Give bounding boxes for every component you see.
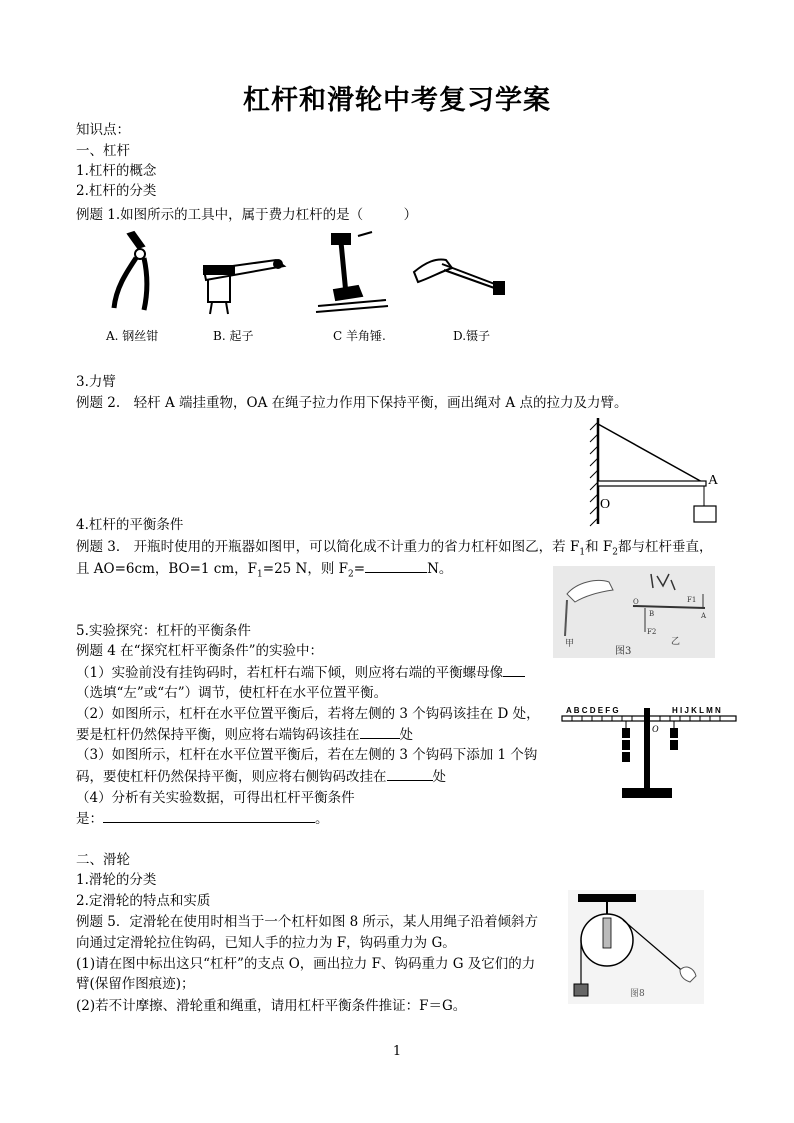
- bottle-opener-figure: [553, 566, 715, 658]
- opener-label-f2: F2: [647, 628, 657, 636]
- tool-c-label: C 羊角锤.: [333, 329, 386, 343]
- experiment-heading: 5.实验探究：杠杆的平衡条件: [76, 623, 251, 639]
- example-4-q2-line-1: （2）如图所示，杠杆在水平位置平衡后，若将左侧的 3 个钩码该挂在 D 处，: [76, 706, 540, 722]
- pliers-illustration: [114, 232, 147, 310]
- example-4-q1-line-1: （1）实验前没有挂钩码时，若杠杆右端下倾，则应将右端的平衡螺母像: [76, 663, 525, 682]
- example-1-text: 例题 1.如图所示的工具中，属于费力杠杆的是（ ）: [76, 207, 418, 223]
- example-5-q2: (2)若不计摩擦、滑轮重和绳重，请用杠杆平衡条件推证：F＝G。: [76, 998, 467, 1014]
- knowledge-heading: 知识点：: [76, 122, 130, 138]
- example-4-q4-line-1: （4）分析有关实验数据，可得出杠杆平衡条件: [76, 790, 355, 806]
- balance-condition-heading: 4.杠杆的平衡条件: [76, 517, 184, 533]
- opener-label-o: O: [633, 598, 639, 606]
- example-4-q1-line-2: （选填“左”或“右”）调节，使杠杆在水平位置平衡。: [76, 685, 388, 701]
- lever-label-o: O: [652, 724, 659, 734]
- section-pulley-heading: 二、滑轮: [76, 852, 130, 868]
- opener-label-a: A: [701, 612, 707, 620]
- tweezers-illustration: [414, 260, 504, 295]
- opener-label-jia: 甲: [565, 639, 575, 649]
- example-4-q4-line-2: 是： 。: [76, 811, 329, 827]
- lever-classification-item: 2.杠杆的分类: [76, 183, 157, 199]
- answer-blank-q3[interactable]: [387, 767, 433, 781]
- tool-a-label: A. 钢丝钳: [106, 329, 159, 343]
- figure-8-caption: 图8: [630, 989, 645, 999]
- tools-figure: [96, 228, 526, 318]
- example-5-line-2: 向通过定滑轮拉住钩码，已知人手的拉力为 F，钩码重力为 G。: [76, 935, 456, 951]
- opener-label-yi: 乙: [671, 637, 681, 647]
- answer-blank-q2[interactable]: [360, 725, 400, 739]
- example-4-q3-line-1: （3）如图所示，杠杆在水平位置平衡后，若在左侧的 3 个钩码下添加 1 个钩: [76, 747, 538, 763]
- example-5-q1-line-1: (1)请在图中标出这只“杠杆”的支点 O，画出拉力 F、钩码重力 G 及它们的力: [76, 956, 536, 972]
- page-number: 1: [392, 1044, 402, 1059]
- rod-label-a: A: [708, 473, 719, 488]
- answer-blank-q1[interactable]: [503, 663, 525, 677]
- answer-blank-q4[interactable]: [103, 809, 315, 823]
- opener-label-b: B: [649, 610, 655, 618]
- example-5-q1-line-2: 臂(保留作图痕迹)；: [76, 976, 195, 992]
- pulley-figure: [568, 890, 704, 1004]
- example-4-q2-line-2: 要是杠杆仍然保持平衡，则应将右端钩码该挂在 处: [76, 727, 413, 743]
- lever-letters-right: H I J K L M N: [672, 706, 721, 715]
- section-lever-heading: 一、杠杆: [76, 143, 130, 159]
- moment-arm-heading: 3.力臂: [76, 374, 116, 390]
- opener-label-f1: F1: [687, 596, 697, 604]
- figure-3-caption: 图3: [615, 646, 632, 657]
- hammer-illustration: [316, 232, 388, 312]
- lever-letters-left: A B C D E F G: [566, 706, 619, 715]
- lever-concept-item: 1.杠杆的概念: [76, 163, 157, 179]
- example-4-text: 例题 4 在“探究杠杆平衡条件”的实验中：: [76, 643, 323, 659]
- tool-b-label: B. 起子: [213, 329, 254, 343]
- rod-label-o: O: [600, 497, 611, 512]
- pulley-classification-item: 1.滑轮的分类: [76, 872, 157, 888]
- opener-illustration: [204, 260, 284, 314]
- answer-blank-f2[interactable]: [365, 559, 427, 573]
- rod-rope-figure: [586, 416, 726, 528]
- page-title: 杠杆和滑轮中考复习学案: [243, 85, 551, 116]
- fixed-pulley-item: 2.定滑轮的特点和实质: [76, 893, 211, 909]
- example-3-line-1: 例题 3． 开瓶时使用的开瓶器如图甲，可以简化成不计重力的省力杠杆如图乙，若 $F_1$和 $F_2$都与杠杆垂直，: [76, 539, 713, 558]
- example-3-line-2: 且 AO=6cm，BO=1 cm，$F_1=25$ N，则 $F_2= N$。: [76, 561, 453, 580]
- example-4-q3-line-2: 码，要使杠杆仍然保持平衡，则应将右侧钩码改挂在 处: [76, 769, 446, 785]
- tool-d-label: D.镊子: [453, 329, 491, 343]
- example-2-text: 例题 2. 轻杆 A 端挂重物，OA 在绳子拉力作用下保持平衡，画出绳对 A 点的拉力及力臂。: [76, 395, 628, 411]
- lever-experiment-figure: [560, 700, 740, 804]
- example-5-line-1: 例题 5．定滑轮在使用时相当于一个杠杆如图 8 所示，某人用绳子沿着倾斜方: [76, 914, 539, 930]
